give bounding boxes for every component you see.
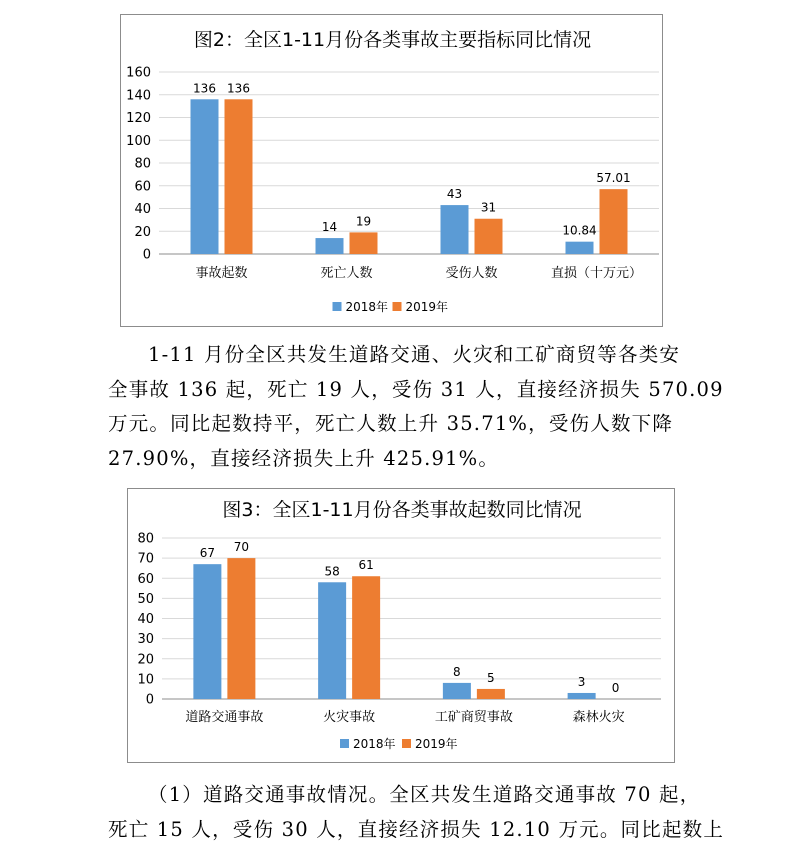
category-label: 事故起数: [195, 266, 248, 281]
bar: [566, 242, 594, 254]
y-tick-label: 140: [126, 88, 151, 104]
y-tick-label: 20: [134, 224, 151, 240]
y-tick-label: 40: [137, 612, 154, 627]
bar: [316, 238, 344, 254]
bar: [600, 189, 628, 254]
data-label: 136: [193, 81, 216, 96]
data-label: 70: [233, 540, 250, 555]
category-label: 死亡人数: [320, 266, 373, 281]
paragraph-line: 27.90%，直接经济损失上升 425.91%。: [108, 446, 500, 470]
category-label: 道路交通事故: [185, 710, 264, 725]
y-tick-label: 40: [134, 202, 151, 217]
y-tick-label: 30: [137, 632, 154, 648]
bar: [227, 558, 255, 699]
data-label: 136: [227, 81, 250, 96]
legend-label: 2019年: [405, 300, 449, 314]
paragraph-line: 全事故 136 起，死亡 19 人，受伤 31 人，直接经济损失 570.09: [108, 377, 724, 401]
category-label: 森林火灾: [572, 710, 625, 725]
legend-label: 2018年: [353, 737, 396, 751]
y-tick-label: 70: [137, 551, 154, 567]
legend-swatch: [333, 302, 342, 311]
y-tick-label: 120: [126, 111, 151, 126]
y-tick-label: 20: [137, 652, 154, 668]
bar: [191, 99, 219, 254]
data-label: 3: [577, 674, 586, 689]
y-tick-label: 60: [137, 571, 154, 587]
data-label: 14: [321, 220, 338, 235]
bar: [477, 689, 505, 699]
data-label: 58: [324, 564, 340, 579]
y-tick-label: 50: [137, 591, 154, 607]
legend-label: 2018年: [345, 300, 389, 314]
legend-label: 2019年: [415, 737, 458, 751]
legend-swatch: [402, 739, 411, 748]
chart-2: [127, 488, 675, 763]
paragraph-summary: [108, 338, 724, 476]
category-label: 直损（十万元）: [550, 266, 643, 281]
chart-1-svg: [121, 15, 664, 328]
data-label: 5: [487, 670, 495, 685]
paragraph-line: 1-11 月份全区共发生道路交通、火灾和工矿商贸等各类安: [148, 343, 681, 366]
bar: [193, 564, 221, 699]
category-label: 火灾事故: [323, 710, 376, 725]
bar: [568, 693, 596, 699]
y-tick-label: 10: [137, 672, 154, 688]
chart-title: 图3：全区1-11月份各类事故起数同比情况: [222, 499, 582, 521]
paragraph-road-traffic: [108, 778, 724, 847]
legend-swatch: [340, 739, 349, 748]
data-label: 10.84: [562, 223, 597, 238]
y-tick-label: 0: [142, 247, 151, 263]
chart-title: 图2：全区1-11月份各类事故主要指标同比情况: [193, 29, 592, 51]
paragraph-line: 死亡 15 人，受伤 30 人，直接经济损失 12.10 万元。同比起数上: [108, 817, 725, 841]
y-tick-label: 0: [145, 692, 154, 708]
paragraph-line: 万元。同比起数持平，死亡人数上升 35.71%，受伤人数下降: [108, 412, 674, 435]
data-label: 19: [355, 214, 372, 229]
bar: [441, 205, 469, 254]
y-tick-label: 80: [137, 531, 154, 547]
data-label: 31: [480, 200, 497, 215]
y-tick-label: 80: [134, 156, 151, 172]
bar: [443, 683, 471, 699]
category-label: 工矿商贸事故: [434, 710, 513, 725]
bar: [350, 232, 378, 254]
data-label: 0: [611, 681, 620, 695]
chart-2-svg: [128, 489, 676, 764]
legend-swatch: [393, 302, 402, 311]
bar: [352, 576, 380, 699]
data-label: 61: [358, 558, 374, 573]
y-tick-label: 60: [134, 179, 151, 195]
data-label: 43: [446, 187, 463, 202]
bar: [475, 219, 503, 254]
bar: [318, 582, 346, 699]
chart-1: [120, 14, 663, 327]
category-label: 受伤人数: [445, 266, 498, 281]
data-label: 8: [453, 664, 461, 679]
paragraph-line: （1）道路交通事故情况。全区共发生道路交通事故 70 起，: [148, 783, 701, 806]
y-tick-label: 100: [126, 133, 151, 149]
y-tick-label: 160: [126, 65, 151, 81]
bar: [225, 99, 253, 254]
data-label: 67: [199, 546, 216, 561]
data-label: 57.01: [596, 171, 631, 186]
